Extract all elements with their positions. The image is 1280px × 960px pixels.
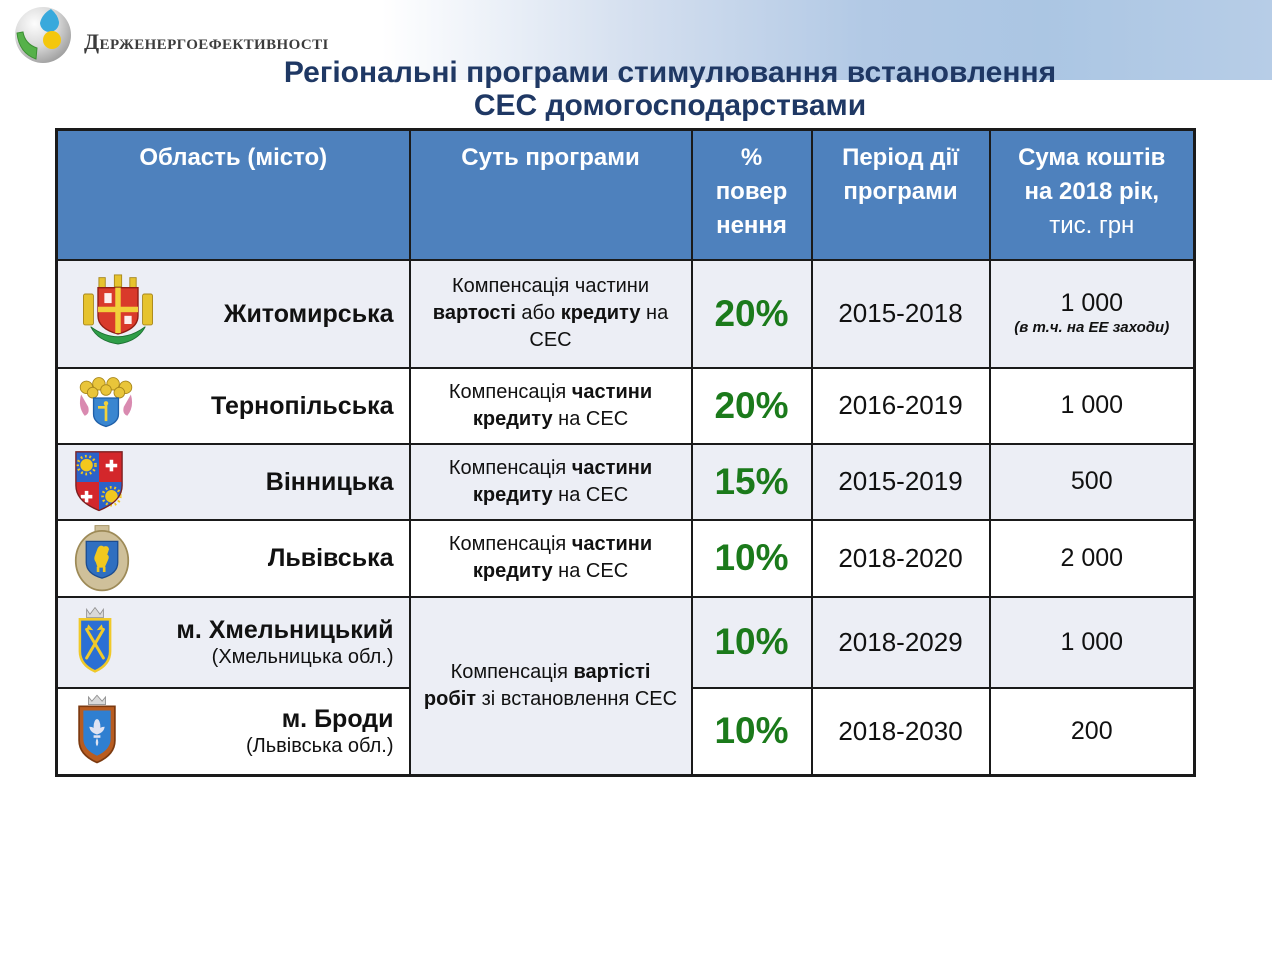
region-name: Тернопільська (210, 391, 394, 420)
region-cell (57, 368, 410, 444)
table-row (57, 368, 1195, 444)
column-header-2: Суть програми (410, 130, 692, 260)
vinnytsia-coat-icon (74, 450, 124, 514)
period-cell: 2016-2019 (812, 368, 990, 444)
column-header-5: Сума коштів на 2018 рік, тис. грн (990, 130, 1195, 260)
percent-cell: 20% (692, 368, 812, 444)
region-cell (57, 260, 410, 368)
sum-cell: 1 000 (в т.ч. на ЕЕ заходи) (990, 260, 1195, 368)
program-cell: Компенсація вартісті робіт зі встановлення СЕС (410, 597, 692, 776)
column-header-4: Період дії програми (812, 130, 990, 260)
lviv-coat-icon (74, 523, 130, 593)
region-name: Вінницька (265, 467, 394, 496)
region-cell (57, 597, 410, 688)
region-name: м. Хмельницький (176, 615, 394, 644)
program-cell: Компенсація частини вартості або кредиту на СЕС (410, 260, 692, 368)
page-title-line2: СЕС домогосподарствами (473, 89, 867, 122)
page-title-line1: Регіональні програми стимулювання встановлення (283, 56, 1057, 89)
khmelnytskyi-coat-icon (74, 604, 116, 680)
region-subtitle: (Львівська обл.) (245, 734, 394, 757)
table-row (57, 520, 1195, 597)
column-header-5-unit: тис. грн (1049, 212, 1135, 240)
region-cell (57, 688, 410, 776)
table-row (57, 260, 1195, 368)
sum-cell: 2 000 (990, 520, 1195, 597)
sum-cell: 1 000 (990, 368, 1195, 444)
percent-cell: 15% (692, 444, 812, 520)
header-row (57, 130, 1195, 260)
agency-name: Держенергоефективності (84, 29, 329, 54)
sum-note: (в т.ч. на ЕЕ заходи) (1014, 319, 1170, 336)
table-body (57, 260, 1195, 776)
column-header-3: % повер нення (692, 130, 812, 260)
percent-cell: 20% (692, 260, 812, 368)
period-cell: 2018-2020 (812, 520, 990, 597)
table-row (57, 597, 1195, 688)
region-subtitle: (Хмельницька обл.) (211, 645, 394, 668)
percent-cell: 10% (692, 597, 812, 688)
region-cell (57, 520, 410, 597)
sum-cell: 200 (990, 688, 1195, 776)
page-title (60, 56, 1280, 122)
ternopil-coat-icon (74, 376, 138, 436)
sum-cell: 500 (990, 444, 1195, 520)
column-header-1: Область (місто) (57, 130, 410, 260)
program-cell: Компенсація частини кредиту на СЕС (410, 444, 692, 520)
period-cell: 2015-2019 (812, 444, 990, 520)
table-row (57, 444, 1195, 520)
program-cell: Компенсація частини кредиту на СЕС (410, 520, 692, 597)
brody-coat-icon (74, 693, 120, 769)
period-cell: 2018-2030 (812, 688, 990, 776)
region-name: Житомирська (223, 299, 394, 328)
region-name: м. Броди (281, 704, 394, 733)
percent-cell: 10% (692, 520, 812, 597)
period-cell: 2015-2018 (812, 260, 990, 368)
zhytomyr-coat-icon (74, 274, 162, 354)
period-cell: 2018-2029 (812, 597, 990, 688)
sum-cell: 1 000 (990, 597, 1195, 688)
regional-programs-table (55, 128, 1196, 777)
program-cell: Компенсація частини кредиту на СЕС (410, 368, 692, 444)
region-name: Львівська (267, 544, 394, 572)
percent-cell: 10% (692, 688, 812, 776)
region-cell (57, 444, 410, 520)
